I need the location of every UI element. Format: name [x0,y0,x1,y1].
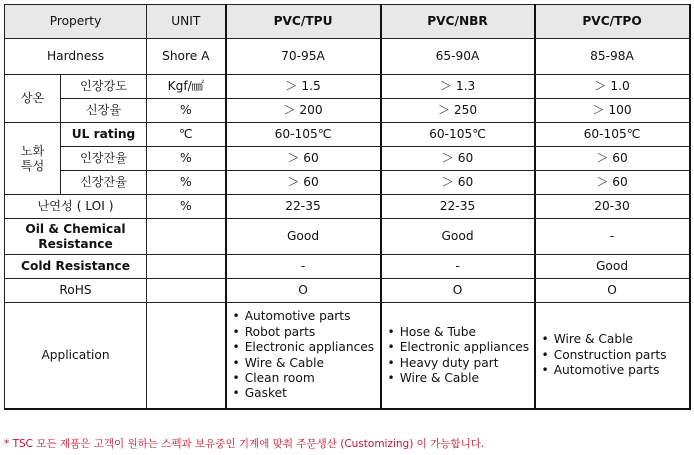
label-oil-chemical [5,219,147,255]
unit-rohs [147,279,226,303]
row-tensile-retention [5,147,690,171]
unit-loi: % [147,195,226,219]
header-pvc-tpu: PVC/TPU [226,5,381,39]
application-tpu [226,303,381,410]
list-item: • Construction parts [542,348,686,363]
label-hardness: Hardness [5,39,147,75]
unit-hardness: Shore A [147,39,226,75]
group-aging-line1: 노화 [20,143,45,158]
value-rohs-tpo: O [535,279,690,303]
row-rohs [5,279,690,303]
value-tensile-tpo: ＞ 1.0 [535,75,690,99]
spec-table-container [4,4,689,410]
value-cold-nbr: - [381,255,535,279]
group-aging-line2: 특성 [20,158,45,173]
row-oil-chemical [5,219,690,255]
group-aging [5,123,61,195]
list-item: • Electronic appliances [388,340,531,355]
list-item: • Heavy duty part [388,356,531,371]
value-cold-tpo: Good [535,255,690,279]
label-tensile-retention: 인장잔율 [61,147,147,171]
value-hardness-tpo: 85-98A [535,39,690,75]
value-ul-tpu: 60-105℃ [226,123,381,147]
unit-tensile-retention: % [147,147,226,171]
list-item: • Hose & Tube [388,325,531,340]
value-hardness-tpu: 70-95A [226,39,381,75]
value-ul-tpo: 60-105℃ [535,123,690,147]
label-elongation: 신장율 [61,99,147,123]
footnote: * TSC 모든 제품은 고객이 원하는 스펙과 보유중인 기계에 맞춰 주문생산 (Customizing) 이 가능합니다. [4,438,485,450]
value-loi-tpo: 20-30 [535,195,690,219]
label-ul-rating: UL rating [61,123,147,147]
value-rohs-tpu: O [226,279,381,303]
value-elongation-nbr: ＞ 250 [381,99,535,123]
label-rohs: RoHS [5,279,147,303]
list-item: • Gasket [233,386,377,401]
value-elongation-retention-tpu: ＞ 60 [226,171,381,195]
list-item: • Wire & Cable [233,356,377,371]
label-oil-chemical-line1: Oil & Chemical [25,221,126,236]
row-elongation [5,99,690,123]
value-elongation-retention-nbr: ＞ 60 [381,171,535,195]
row-hardness [5,39,690,75]
list-item: • Robot parts [233,325,377,340]
label-oil-chemical-line2: Resistance [38,236,113,251]
value-elongation-tpo: ＞ 100 [535,99,690,123]
label-cold-resistance: Cold Resistance [5,255,147,279]
header-pvc-nbr: PVC/NBR [381,5,535,39]
unit-tensile-strength: Kgf/㎟ [147,75,226,99]
value-tensile-tpu: ＞ 1.5 [226,75,381,99]
list-item: • Automotive parts [542,363,686,378]
value-rohs-nbr: O [381,279,535,303]
application-list-tpu [233,309,377,401]
row-cold-resistance [5,255,690,279]
list-item: • Wire & Cable [542,332,686,347]
unit-oil-chemical [147,219,226,255]
row-application [5,303,690,410]
application-list-tpo [542,332,686,378]
list-item: • Electronic appliances [233,340,377,355]
header-pvc-tpo: PVC/TPO [535,5,690,39]
unit-elongation: % [147,99,226,123]
value-loi-tpu: 22-35 [226,195,381,219]
value-elongation-tpu: ＞ 200 [226,99,381,123]
value-loi-nbr: 22-35 [381,195,535,219]
material-spec-table [4,4,691,410]
group-room-temp: 상온 [5,75,61,123]
label-loi: 난연성 ( LOI ) [5,195,147,219]
row-loi [5,195,690,219]
value-cold-tpu: - [226,255,381,279]
value-tensile-nbr: ＞ 1.3 [381,75,535,99]
header-unit: UNIT [147,5,226,39]
unit-cold-resistance [147,255,226,279]
list-item: • Automotive parts [233,309,377,324]
value-oil-nbr: Good [381,219,535,255]
value-elongation-retention-tpo: ＞ 60 [535,171,690,195]
value-tensile-retention-nbr: ＞ 60 [381,147,535,171]
value-ul-nbr: 60-105℃ [381,123,535,147]
header-row [5,5,690,39]
value-tensile-retention-tpo: ＞ 60 [535,147,690,171]
list-item: • Wire & Cable [388,371,531,386]
unit-ul-rating: ℃ [147,123,226,147]
value-oil-tpo: - [535,219,690,255]
application-list-nbr [388,325,531,387]
row-ul-rating [5,123,690,147]
unit-elongation-retention: % [147,171,226,195]
row-tensile-strength [5,75,690,99]
unit-application [147,303,226,410]
label-elongation-retention: 신장잔율 [61,171,147,195]
label-application: Application [5,303,147,410]
label-tensile-strength: 인장강도 [61,75,147,99]
row-elongation-retention [5,171,690,195]
value-oil-tpu: Good [226,219,381,255]
value-hardness-nbr: 65-90A [381,39,535,75]
value-tensile-retention-tpu: ＞ 60 [226,147,381,171]
header-property: Property [5,5,147,39]
application-nbr [381,303,535,410]
application-tpo [535,303,690,410]
list-item: • Clean room [233,371,377,386]
